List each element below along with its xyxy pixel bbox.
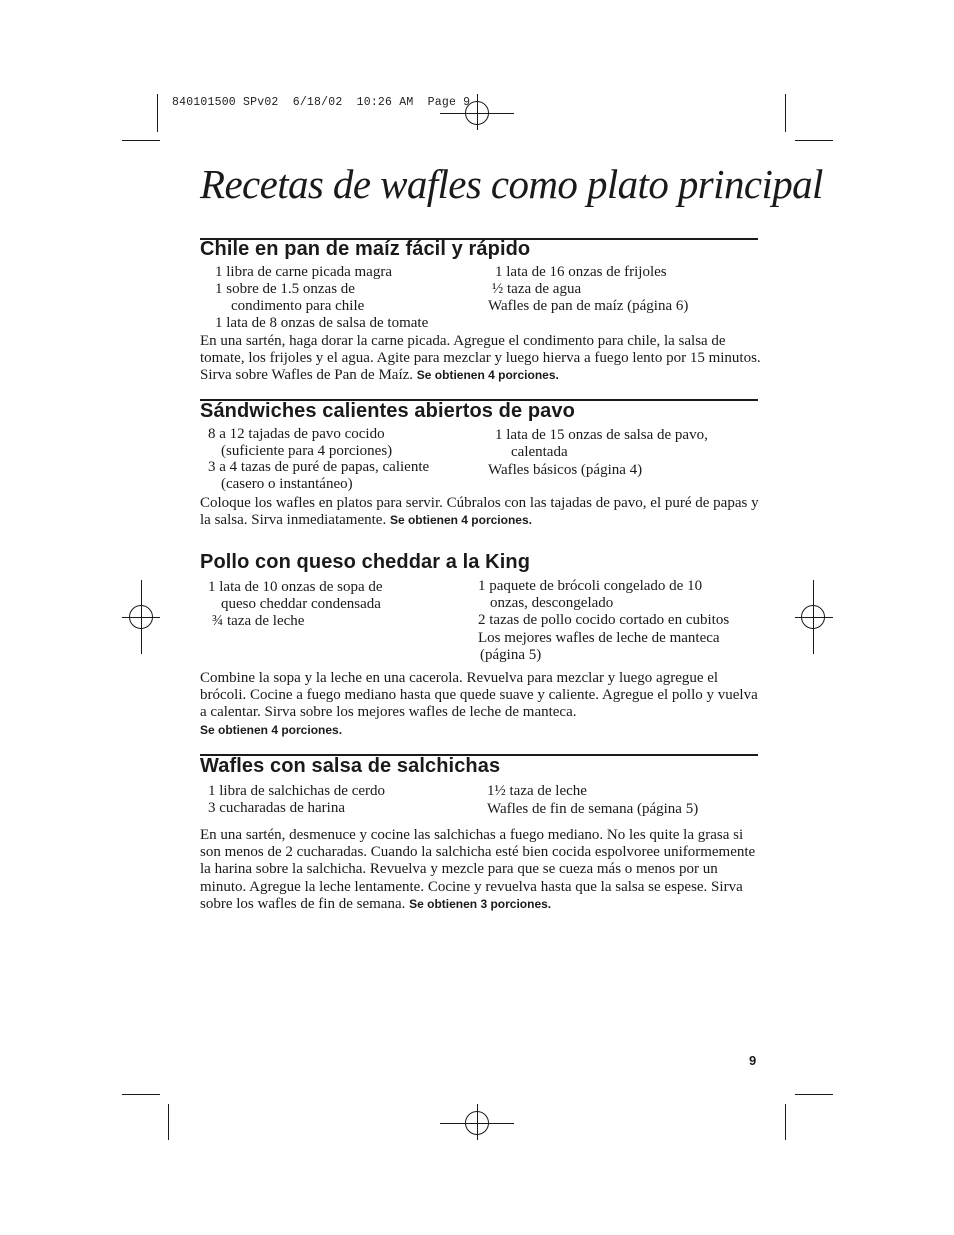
ingredient: calentada bbox=[511, 444, 568, 460]
ingredient: queso cheddar condensada bbox=[221, 596, 381, 612]
ingredient: Wafles de fin de semana (página 5) bbox=[487, 801, 699, 817]
ingredient: 1 lata de 8 onzas de salsa de tomate bbox=[215, 315, 429, 331]
ingredient: onzas, descongelado bbox=[490, 595, 614, 611]
ingredient: 1 lata de 16 onzas de frijoles bbox=[495, 264, 667, 280]
page-number: 9 bbox=[749, 1053, 757, 1068]
ingredient: Los mejores wafles de leche de manteca bbox=[478, 630, 720, 646]
instructions-text: En una sartén, desmenuce y cocine las salchichas a fuego mediano. No les quite la grasa si son menos de 2 cucharadas. Cuando la salchicha esté bien cocida espolvoree uniformemente la harina sobre la salchicha. Revuelva y mezcle para que se cueza más o menos por un minuto. Agregue la leche lentamente. Cocine y revuelva hasta que la salsa se espese. Sirva sobre los wafles de fin de semana. bbox=[200, 827, 756, 912]
ingredient: 1 libra de salchichas de cerdo bbox=[208, 783, 386, 799]
instructions-text: Combine la sopa y la leche en una cacerola. Revuelva para mezclar y luego agregue el brócoli. Cocine a fuego mediano hasta que quede suave y caliente. Agregue el pollo y vuelva a calentar. Sirva sobre los mejores wafles de leche de manteca. bbox=[200, 670, 758, 721]
recipe-yield: Se obtienen 4 porciones. bbox=[200, 722, 343, 737]
recipe-title: Sándwiches calientes abiertos de pavo bbox=[200, 400, 575, 422]
recipe-yield: Se obtienen 4 porciones. bbox=[416, 368, 559, 383]
recipe-title: Wafles con salsa de salchichas bbox=[200, 755, 501, 777]
ingredient: 1½ taza de leche bbox=[487, 783, 587, 799]
recipe-yield: Se obtienen 4 porciones. bbox=[389, 513, 532, 528]
ingredient: 1 libra de carne picada magra bbox=[215, 264, 392, 280]
ingredient: condimento para chile bbox=[231, 298, 365, 314]
ingredient: 1 paquete de brócoli congelado de 10 bbox=[478, 578, 703, 594]
recipe-instructions bbox=[200, 670, 762, 739]
ingredient: 2 tazas de pollo cocido cortado en cubitos bbox=[478, 612, 730, 628]
instructions-text: Coloque los wafles en platos para servir. Cúbralos con las tajadas de pavo, el puré de papas y la salsa. Sirva inmediatamente. bbox=[200, 495, 759, 529]
ingredient: (casero o instantáneo) bbox=[221, 476, 353, 492]
recipe-yield: Se obtienen 3 porciones. bbox=[409, 896, 552, 911]
recipe-instructions bbox=[200, 333, 762, 385]
ingredient: (suficiente para 4 porciones) bbox=[221, 443, 393, 459]
ingredient: 1 sobre de 1.5 onzas de bbox=[215, 281, 355, 297]
ingredient: (página 5) bbox=[480, 647, 542, 663]
ingredient: Wafles básicos (página 4) bbox=[488, 462, 643, 478]
ingredient: ¾ taza de leche bbox=[212, 613, 305, 629]
ingredient: 1 lata de 15 onzas de salsa de pavo, bbox=[495, 427, 708, 443]
print-slug: 840101500 SPv02 6/18/02 10:26 AM Page 9 bbox=[172, 96, 471, 109]
recipe-title: Pollo con queso cheddar a la King bbox=[200, 551, 531, 573]
ingredient: Wafles de pan de maíz (página 6) bbox=[488, 298, 689, 314]
ingredient: 1 lata de 10 onzas de sopa de bbox=[208, 579, 383, 595]
ingredient: 8 a 12 tajadas de pavo cocido bbox=[208, 426, 385, 442]
recipe-title: Chile en pan de maíz fácil y rápido bbox=[200, 238, 531, 260]
instructions-text: En una sartén, haga dorar la carne picada. Agregue el condimento para chile, la salsa de tomate, los frijoles y el agua. Agite para mezclar y luego hierva a fuego lento por 15 minutos. Sirva sobre Wafles de Pan de Maíz. bbox=[200, 333, 761, 384]
ingredient: 3 a 4 tazas de puré de papas, caliente bbox=[208, 459, 430, 475]
ingredient: ½ taza de agua bbox=[492, 281, 582, 297]
recipe-instructions bbox=[200, 827, 762, 913]
page-title: Recetas de wafles como plato principal bbox=[200, 161, 823, 207]
recipe-instructions bbox=[200, 495, 762, 529]
ingredient: 3 cucharadas de harina bbox=[208, 800, 346, 816]
